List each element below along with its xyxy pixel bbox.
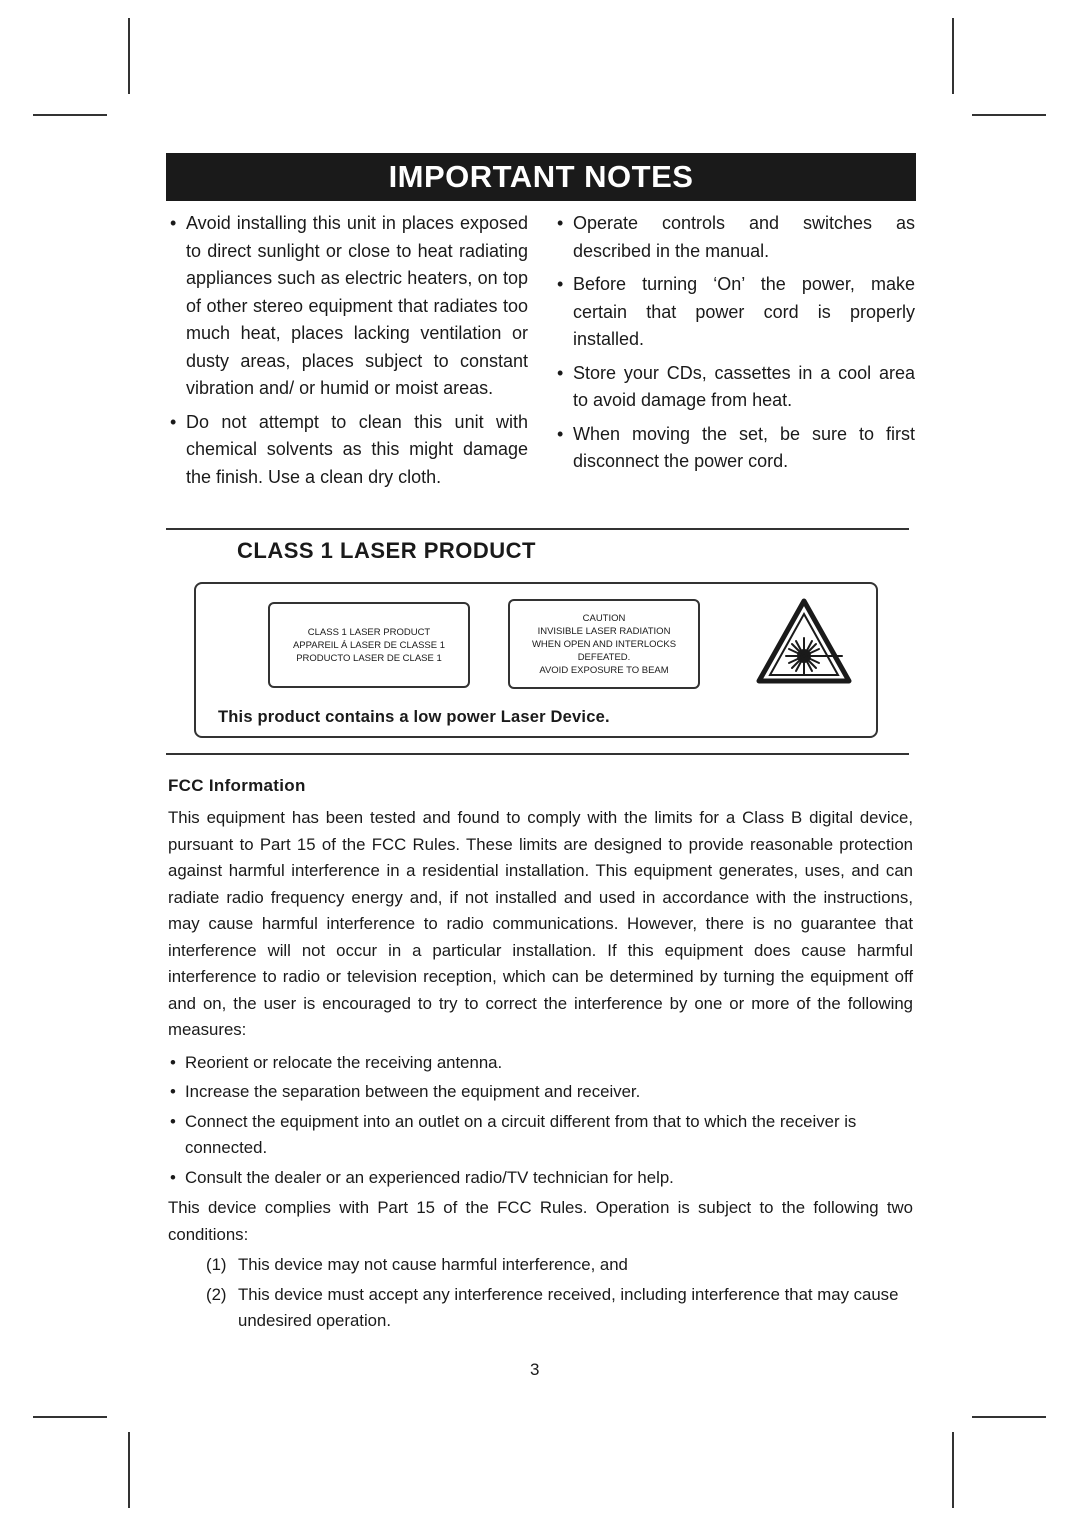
label-line: DEFEATED. xyxy=(577,651,631,663)
divider xyxy=(166,753,909,755)
crop-mark xyxy=(952,18,954,94)
crop-mark xyxy=(952,1432,954,1508)
notes-left-column xyxy=(168,210,528,497)
list-item: • Increase the separation between the equipment and receiver. xyxy=(168,1079,913,1106)
page-number: 3 xyxy=(530,1360,540,1379)
laser-warning-icon xyxy=(756,598,852,684)
label-line: INVISIBLE LASER RADIATION xyxy=(537,625,671,637)
crop-mark xyxy=(128,18,130,94)
laser-heading: CLASS 1 LASER PRODUCT xyxy=(237,538,536,563)
fcc-body xyxy=(168,805,913,1338)
label-line: WHEN OPEN AND INTERLOCKS xyxy=(531,638,677,650)
note-item: • Avoid installing this unit in places exposed to direct sunlight or close to heat radiating appliances such as electric heaters, on top of other stereo equipment that radiates too much heat, places lacking ventilation or dusty areas, places subject to constant vibration and/ or humid or moist areas. xyxy=(168,210,528,403)
item-number: (2) xyxy=(206,1284,227,1304)
crop-mark xyxy=(972,114,1046,116)
note-item: • Before turning ‘On’ the power, make certain that power cord is properly installed. xyxy=(555,271,915,354)
label-line: CLASS 1 LASER PRODUCT xyxy=(307,626,431,638)
list-item: • Consult the dealer or an experienced radio/TV technician for help. xyxy=(168,1165,913,1192)
crop-mark xyxy=(33,1416,107,1418)
item-text: This device may not cause harmful interference, and xyxy=(238,1255,628,1274)
list-item: • Connect the equipment into an outlet on a circuit different from that to which the receiver is connected. xyxy=(168,1109,913,1162)
fcc-heading: FCC Information xyxy=(168,776,306,795)
laser-caption: This product contains a low power Laser Device. xyxy=(218,708,610,726)
crop-mark xyxy=(972,1416,1046,1418)
crop-mark xyxy=(128,1432,130,1508)
notes-right-column xyxy=(555,210,915,482)
label-line: AVOID EXPOSURE TO BEAM xyxy=(539,664,669,676)
fcc-paragraph: This device complies with Part 15 of the FCC Rules. Operation is subject to the following two conditions: xyxy=(168,1198,913,1244)
list-item xyxy=(206,1282,913,1335)
label-line: CAUTION xyxy=(582,612,626,624)
caution-label xyxy=(508,599,700,689)
label-line: PRODUCTO LASER DE CLASE 1 xyxy=(296,652,442,664)
fcc-measures-list xyxy=(168,1050,913,1192)
item-text: This device must accept any interference received, including interference that may cause undesired operation. xyxy=(238,1284,899,1330)
note-item: • Do not attempt to clean this unit with chemical solvents as this might damage the finish. Use a clean dry cloth. xyxy=(168,409,528,492)
laser-label-panel xyxy=(194,582,878,738)
item-number: (1) xyxy=(206,1255,227,1274)
list-item: • Reorient or relocate the receiving antenna. xyxy=(168,1050,913,1077)
crop-mark xyxy=(33,114,107,116)
fcc-conditions-list xyxy=(206,1252,913,1335)
page-title: IMPORTANT NOTES xyxy=(166,153,916,201)
note-item: • Store your CDs, cassettes in a cool area to avoid damage from heat. xyxy=(555,360,915,415)
list-item xyxy=(206,1252,913,1279)
divider xyxy=(166,528,909,530)
note-item: • Operate controls and switches as described in the manual. xyxy=(555,210,915,265)
label-line: APPAREIL Á LASER DE CLASSE 1 xyxy=(292,639,446,651)
note-item: • When moving the set, be sure to first disconnect the power cord. xyxy=(555,421,915,476)
class1-label xyxy=(268,602,470,688)
fcc-paragraph: This equipment has been tested and found to comply with the limits for a Class B digital device, pursuant to Part 15 of the FCC Rules. These limits are designed to provide reasonable protection against harmful interference in a residential installation. This equipment generates, uses, and can radiate radio frequency energy and, if not installed and used in accordance with the instructions, may cause harmful interference to radio communications. However, there is no guarantee that interference will not occur in a particular installation. If this equipment does cause harmful interference to radio or television reception, which can be determined by turning the equipment off and on, the user is encouraged to try to correct the interference by one or more of the following measures: xyxy=(168,808,913,1039)
